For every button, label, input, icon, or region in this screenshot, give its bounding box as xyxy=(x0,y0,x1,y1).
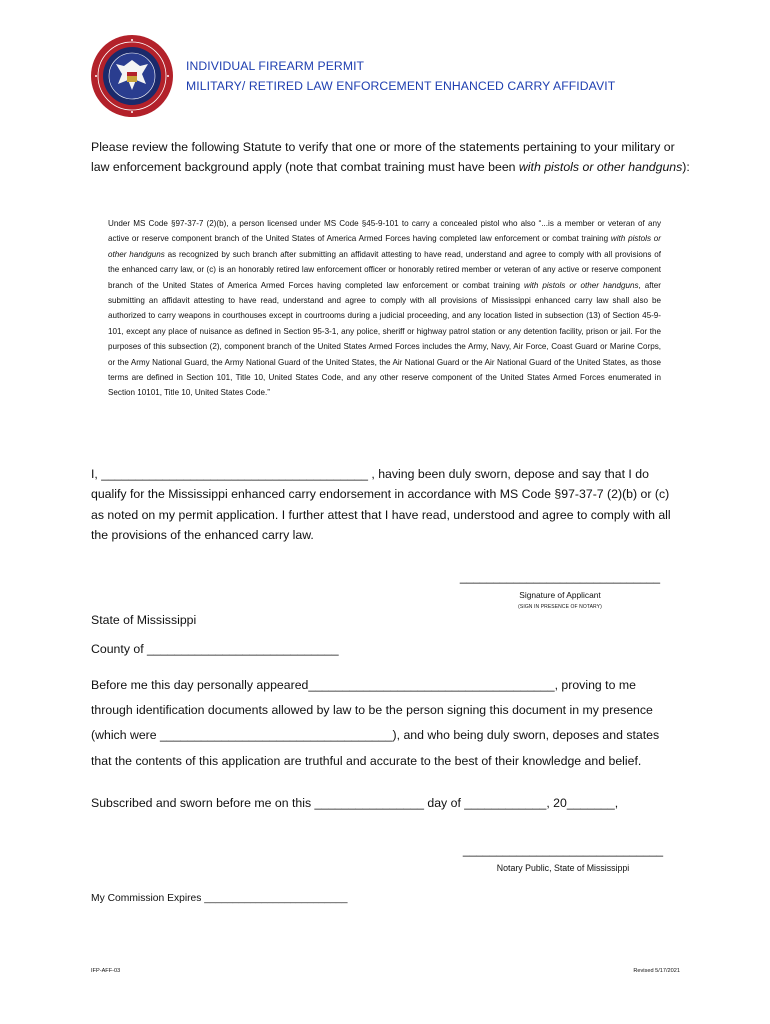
state-label: State of Mississippi xyxy=(91,613,197,627)
form-title: INDIVIDUAL FIREARM PERMIT xyxy=(186,59,365,73)
applicant-signature-line[interactable]: ______________________________ xyxy=(459,570,661,584)
attestation-paragraph: I, _______________________________________ , having been duly sworn, depose and say that I do qualify for the Mississippi enhanced carry endorsement in accordance with MS Code §97-37-7 (2)(b) or (c) as noted on my permit application. I further attest that I have read, understood and agree to comply with all the provisions of the enhanced carry law. xyxy=(91,467,671,542)
applicant-signature-label: Signature of Applicant xyxy=(519,590,601,600)
form-id: IFP-AFF-03 xyxy=(91,968,121,974)
identification-field[interactable]: (which were __________________________________), and who being duly sworn, deposes and states xyxy=(91,728,660,742)
form-subtitle: MILITARY/ RETIRED LAW ENFORCEMENT ENHANCED CARRY AFFIDAVIT xyxy=(186,79,616,93)
appeared-field[interactable]: Before me this day personally appeared____________________________________, proving to me xyxy=(91,678,636,692)
form-header xyxy=(186,56,615,96)
statute-quote: Under MS Code §97-37-7 (2)(b), a person licensed under MS Code §45-9-101 to carry a concealed pistol who also “...is a member or veteran of any active or reserve component branch of the United States of America Armed Forces having completed law enforcement or combat training with pistols or other handguns as recognized by such branch after submitting an affidavit attesting to have read, understand and agree to comply with all provisions of the enhanced carry law, or (c) is an honorably retired law enforcement officer or honorably retired member or veteran of any active or reserve component branch of the United States of America Armed Forces having completed law enforcement or combat training with pistols or other handguns, after submitting an affidavit attesting to have read, understand and agree to comply with all provisions of Mississippi enhanced carry law shall also be authorized to carry weapons in courthouses except in courtrooms during a judicial proceeding, and any location listed in subsection (13) of Section 45-9-101, except any place of nuisance as defined in Section 95-3-1, any police, sheriff or highway patrol station or any detention facility, prison or jail. For the purposes of this subsection (2), component branch of the United States Armed Forces includes the Army, Navy, Air Force, Coast Guard or Marine Corps, or the Army National Guard, the Army National Guard of the United States, the Air National Guard or the Air National Guard of the United States, as those terms are defined in Section 101, Title 10, United States Code, and any other reserve component of the United States Armed Forces enumerated in Section 10101, Title 10, United States Code.” xyxy=(108,219,662,398)
commission-expires-field[interactable]: My Commission Expires _________________________ xyxy=(91,893,348,904)
applicant-signature-note: (SIGN IN PRESENCE OF NOTARY) xyxy=(518,604,602,610)
intro-paragraph: Please review the following Statute to verify that one or more of the statements pertaining to your military or law enforcement background apply (note that combat training must have been with pistols or other handguns): xyxy=(91,140,690,174)
county-field[interactable]: County of ____________________________ xyxy=(91,642,339,656)
revision-date: Revised 5/17/2021 xyxy=(633,968,680,974)
subscribed-date-field[interactable]: Subscribed and sworn before me on this ________________ day of ____________, 20_______, xyxy=(91,796,619,810)
state-seal-logo xyxy=(90,34,174,118)
notary-signature-label: Notary Public, State of Mississippi xyxy=(496,863,630,873)
notary-signature-line[interactable]: ______________________________ xyxy=(462,843,664,857)
notary-text-line: through identification documents allowed by law to be the person signing this document in my presence xyxy=(91,703,653,717)
notary-text-line: that the contents of this application are truthful and accurate to the best of their knowledge and belief. xyxy=(91,754,642,768)
